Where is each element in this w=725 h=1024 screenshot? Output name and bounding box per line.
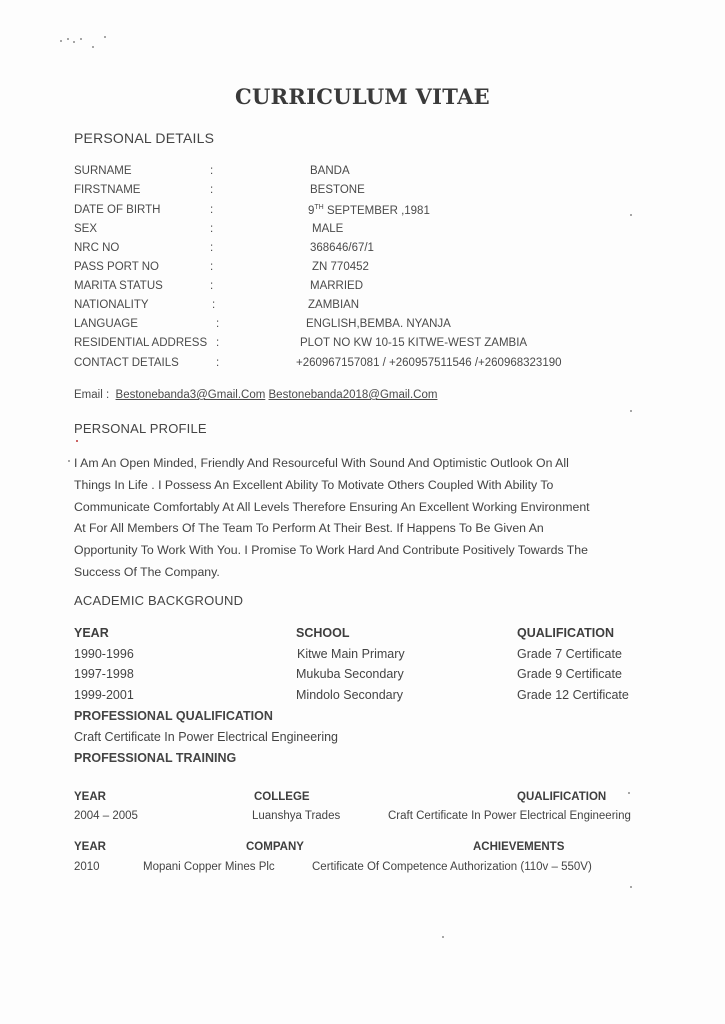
scan-speck [80, 38, 82, 40]
detail-label: FIRSTNAME [74, 184, 141, 196]
academic-col-year: YEAR [74, 626, 109, 640]
detail-value [308, 204, 430, 217]
detail-label: MARITA STATUS [74, 280, 163, 292]
detail-label: LANGUAGE [74, 318, 138, 330]
detail-colon: : [210, 184, 214, 196]
detail-colon: : [210, 165, 214, 177]
employment-achievement: Certificate Of Competence Authorization (110v – 550V) [312, 861, 592, 873]
detail-colon: : [210, 223, 214, 235]
detail-colon: : [210, 242, 214, 254]
academic-year: 1990-1996 [74, 647, 134, 661]
detail-colon: : [210, 280, 214, 292]
training-year: 2004 – 2005 [74, 810, 138, 822]
personal-profile-heading: PERSONAL PROFILE [74, 421, 207, 436]
training-col-year: YEAR [74, 791, 106, 803]
employment-col-company: COMPANY [246, 841, 304, 853]
detail-label: RESIDENTIAL ADDRESS [74, 337, 208, 349]
scan-speck [76, 440, 78, 442]
employment-year: 2010 [74, 861, 100, 873]
detail-label: CONTACT DETAILS [74, 357, 179, 369]
scan-speck [67, 38, 69, 40]
email-link-secondary[interactable]: Bestonebanda2018@Gmail.Com [268, 389, 438, 401]
scan-speck [73, 41, 75, 43]
scan-speck [68, 460, 70, 462]
detail-value: ZN 770452 [312, 261, 369, 273]
professional-training-heading: PROFESSIONAL TRAINING [74, 751, 237, 765]
profile-line: Success Of The Company. [74, 564, 220, 579]
personal-details-heading: PERSONAL DETAILS [74, 130, 215, 146]
email-row [74, 389, 437, 401]
email-link-primary[interactable]: Bestonebanda3@Gmail.Com [115, 389, 266, 401]
academic-school: Mindolo Secondary [296, 688, 404, 702]
detail-label: NRC NO [74, 242, 120, 254]
scan-speck [630, 214, 632, 216]
academic-qualification: Grade 7 Certificate [517, 647, 622, 661]
email-label: Email : [74, 389, 110, 401]
detail-value: PLOT NO KW 10-15 KITWE-WEST ZAMBIA [300, 337, 528, 349]
profile-line: Opportunity To Work With You. I Promise To Work Hard And Contribute Positively Towards The [74, 543, 588, 558]
detail-value: MARRIED [310, 280, 364, 292]
profile-line: Things In Life . I Possess An Excellent Ability To Motivate Others Coupled With Ability To [74, 477, 554, 492]
profile-line: At For All Members Of The Team To Perform At Their Best. If Happens To Be Given An [74, 521, 544, 536]
training-col-qualification: QUALIFICATION [517, 791, 607, 803]
academic-school: Mukuba Secondary [296, 667, 404, 681]
academic-col-school: SCHOOL [296, 626, 350, 640]
detail-value: ENGLISH,BEMBA. NYANJA [306, 318, 451, 330]
detail-label: DATE OF BIRTH [74, 204, 161, 216]
personal-profile-text [74, 453, 664, 584]
employment-company: Mopani Copper Mines Plc [143, 861, 275, 873]
detail-value: +260967157081 / +260957511546 /+260968323190 [296, 357, 562, 369]
academic-qualification: Grade 9 Certificate [517, 667, 622, 681]
academic-year: 1999-2001 [74, 688, 134, 702]
detail-colon: : [212, 299, 216, 311]
document-title: CURRICULUM VITAE [235, 84, 490, 109]
detail-label: SEX [74, 223, 98, 235]
detail-value: 368646/67/1 [310, 242, 374, 254]
detail-colon: : [216, 337, 220, 349]
employment-col-achievements: ACHIEVEMENTS [473, 841, 565, 853]
detail-colon: : [210, 261, 214, 273]
detail-value: BANDA [310, 165, 350, 177]
scan-speck [104, 36, 106, 38]
academic-col-qualification: QUALIFICATION [517, 626, 614, 640]
detail-value: MALE [312, 223, 344, 235]
scan-speck [60, 40, 62, 42]
training-qualification: Craft Certificate In Power Electrical Engineering [388, 810, 631, 822]
academic-year: 1997-1998 [74, 667, 134, 681]
academic-school: Kitwe Main Primary [297, 647, 405, 661]
detail-label: PASS PORT NO [74, 261, 159, 273]
training-col-college: COLLEGE [254, 791, 310, 803]
dob-ordinal: TH [314, 204, 324, 211]
scan-speck [630, 410, 632, 412]
dob-rest: SEPTEMBER ,1981 [323, 204, 430, 217]
profile-line: Communicate Comfortably At All Levels Therefore Ensuring An Excellent Working Environment [74, 499, 590, 514]
profile-line: I Am An Open Minded, Friendly And Resourceful With Sound And Optimistic Outlook On All [74, 456, 569, 470]
training-college: Luanshya Trades [252, 810, 341, 822]
detail-value: BESTONE [310, 184, 365, 196]
detail-label: SURNAME [74, 165, 132, 177]
detail-colon: : [210, 204, 214, 216]
academic-qualification: Grade 12 Certificate [517, 688, 629, 702]
dob-day: 9 [308, 204, 315, 217]
detail-colon: : [216, 357, 220, 369]
detail-label: NATIONALITY [74, 299, 149, 311]
professional-qualification-text: Craft Certificate In Power Electrical Engineering [74, 730, 339, 744]
scan-speck [92, 46, 94, 48]
academic-background-heading: ACADEMIC BACKGROUND [74, 593, 244, 608]
detail-colon: : [216, 318, 220, 330]
scan-speck [628, 792, 630, 794]
detail-value: ZAMBIAN [308, 299, 360, 311]
scan-speck [630, 886, 632, 888]
professional-qualification-heading: PROFESSIONAL QUALIFICATION [74, 709, 273, 723]
employment-col-year: YEAR [74, 841, 106, 853]
scan-speck [442, 936, 444, 938]
